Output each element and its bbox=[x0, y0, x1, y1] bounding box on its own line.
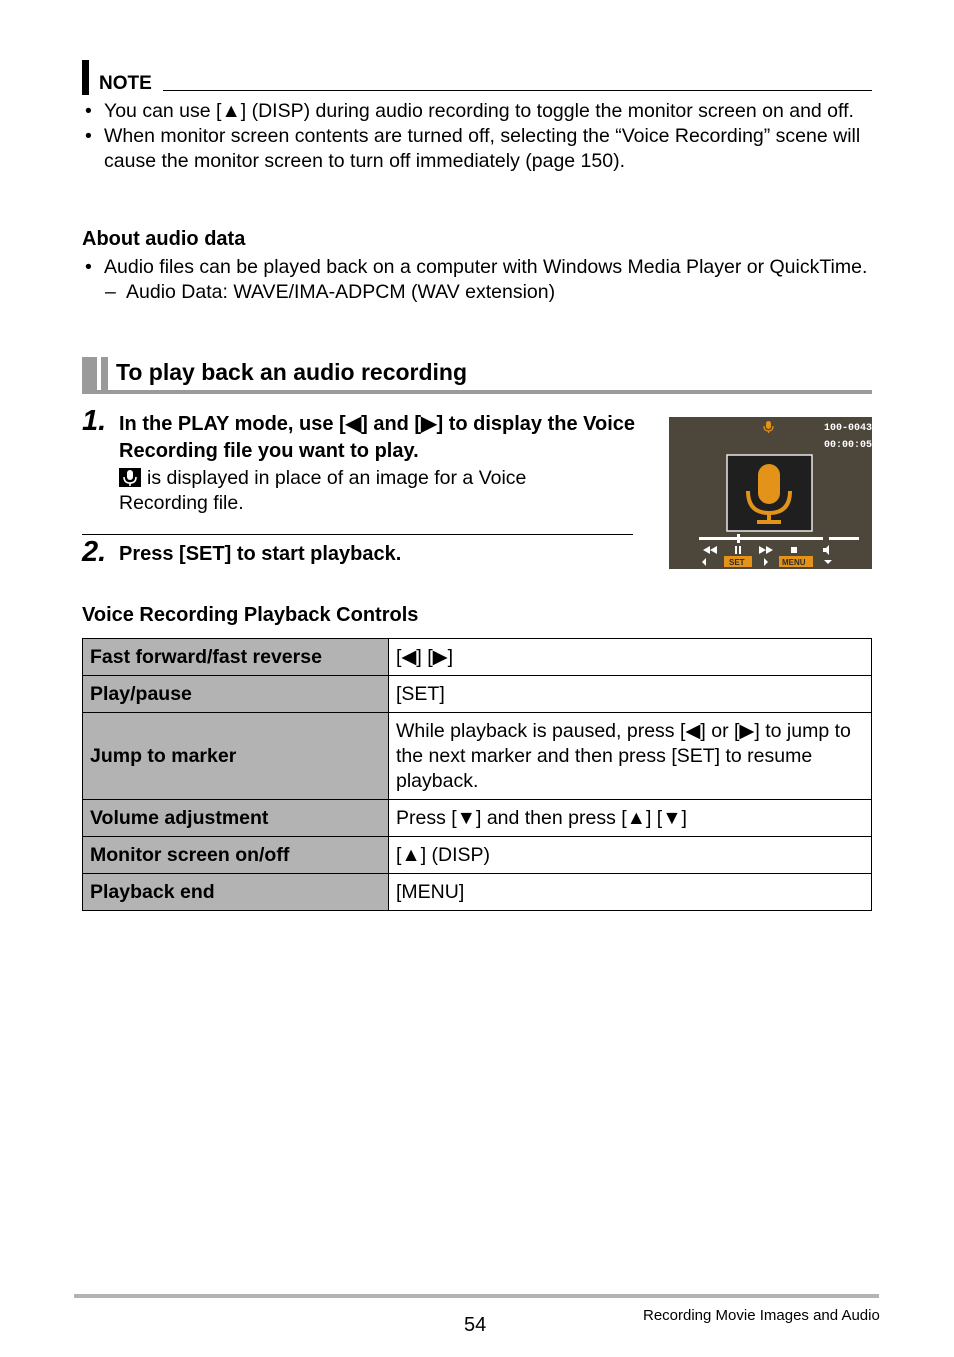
list-item: • You can use [▲] (DISP) during audio recording to toggle the monitor screen on and off. bbox=[85, 100, 854, 122]
note-item-1: You can use [▲] (DISP) during audio recording to toggle the monitor screen on and off. bbox=[104, 100, 854, 122]
table-row bbox=[83, 676, 872, 713]
section-bar bbox=[101, 357, 108, 390]
controls-heading: Voice Recording Playback Controls bbox=[82, 604, 419, 626]
pause-icon bbox=[735, 546, 737, 554]
camera-screen-graphic bbox=[669, 417, 872, 569]
note-rule bbox=[163, 90, 872, 91]
step-1-number: 1. bbox=[82, 405, 107, 437]
elapsed-time: 00:00:05 bbox=[824, 440, 872, 451]
step-divider bbox=[82, 534, 633, 535]
footer-section-title: Recording Movie Images and Audio bbox=[643, 1307, 880, 1324]
about-audio-sub-item: Audio Data: WAVE/IMA-ADPCM (WAV extension) bbox=[126, 281, 556, 303]
control-value: While playback is paused, press [◀] or [▶] to jump to the next marker and then press [SET] to resume playback. bbox=[389, 713, 872, 800]
control-label: Fast forward/fast reverse bbox=[83, 639, 389, 676]
control-value: Press [▼] and then press [▲] [▼] bbox=[389, 800, 872, 837]
note-list bbox=[82, 99, 872, 174]
control-value: [SET] bbox=[389, 676, 872, 713]
controls-table bbox=[82, 638, 872, 911]
step-2-number: 2. bbox=[82, 536, 107, 568]
set-label: SET bbox=[729, 558, 745, 567]
table-row bbox=[83, 837, 872, 874]
control-label: Jump to marker bbox=[83, 713, 389, 800]
control-label: Volume adjustment bbox=[83, 800, 389, 837]
about-audio-item: Audio files can be played back on a computer with Windows Media Player or QuickTime. bbox=[104, 256, 868, 278]
list-item: – Audio Data: WAVE/IMA-ADPCM (WAV extension) bbox=[105, 281, 556, 303]
note-label: NOTE bbox=[99, 73, 152, 94]
about-audio-list bbox=[82, 255, 872, 305]
stop-icon bbox=[791, 547, 797, 553]
section-bar bbox=[82, 357, 97, 390]
control-value: [MENU] bbox=[389, 874, 872, 911]
table-row bbox=[83, 639, 872, 676]
control-label: Play/pause bbox=[83, 676, 389, 713]
file-number: 100-0043 bbox=[824, 423, 872, 434]
section-title: To play back an audio recording bbox=[116, 359, 468, 385]
table-row bbox=[83, 874, 872, 911]
control-value: [▲] (DISP) bbox=[389, 837, 872, 874]
volume-bar bbox=[829, 537, 859, 540]
control-value: [◀] [▶] bbox=[389, 639, 872, 676]
page-number: 54 bbox=[464, 1314, 487, 1336]
step-2-text: Press [SET] to start playback. bbox=[119, 543, 402, 565]
note-bar bbox=[82, 60, 89, 95]
footer-rule bbox=[74, 1294, 879, 1298]
progress-marker bbox=[737, 534, 740, 543]
note-item-2: When monitor screen contents are turned off, selecting the “Voice Recording” scene will cause the monitor screen to turn off immediately (page 150). bbox=[104, 125, 861, 172]
table-row bbox=[83, 713, 872, 800]
progress-bar bbox=[699, 537, 823, 540]
voice-recording-icon bbox=[119, 468, 141, 487]
control-label: Monitor screen on/off bbox=[83, 837, 389, 874]
step-1-text: In the PLAY mode, use [◀] and [▶] to display the Voice Recording file you want to play. bbox=[119, 413, 636, 462]
table-row bbox=[83, 800, 872, 837]
control-label: Playback end bbox=[83, 874, 389, 911]
list-item: • When monitor screen contents are turned off, selecting the “Voice Recording” scene will cause the monitor screen to turn off immediately (page 150). bbox=[85, 125, 861, 172]
about-audio-heading: About audio data bbox=[82, 228, 246, 250]
menu-label: MENU bbox=[782, 558, 806, 567]
list-item: • Audio files can be played back on a computer with Windows Media Player or QuickTime. bbox=[85, 256, 868, 278]
camera-screen bbox=[669, 417, 872, 569]
step-1-desc bbox=[119, 466, 619, 516]
section-rule bbox=[82, 390, 872, 394]
step-1-desc-text: is displayed in place of an image for a Voice Recording file. bbox=[119, 467, 527, 514]
